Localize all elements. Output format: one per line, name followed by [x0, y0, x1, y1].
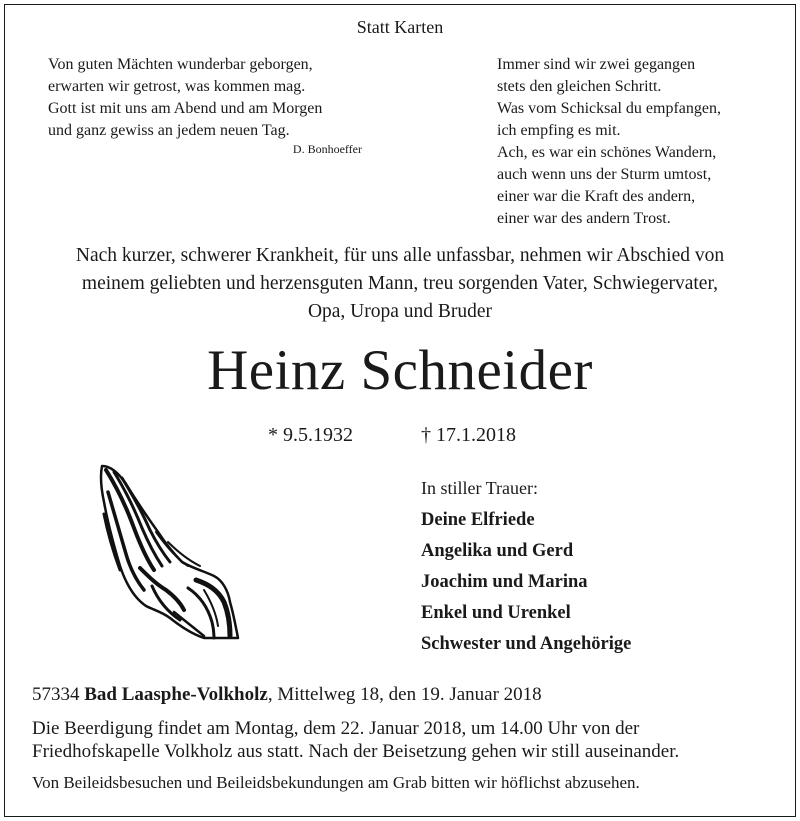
poem-left-line: erwarten wir getrost, was kommen mag. [48, 78, 306, 95]
address-rest: , Mittelweg 18, den 19. Januar 2018 [267, 684, 542, 705]
funeral-info [32, 717, 792, 763]
intro-text [0, 242, 800, 326]
poem-attribution: D. Bonhoeffer [292, 142, 362, 156]
poem-left-line: Gott ist mit uns am Abend und am Morgen [48, 100, 323, 117]
mourner-name: Joachim und Marina [421, 572, 588, 592]
poem-right [497, 54, 777, 230]
poem-right-line: stets den gleichen Schritt. [497, 78, 662, 95]
address-postcode: 57334 [32, 684, 80, 705]
mourners-list [421, 505, 631, 660]
poem-right-line: ich empfing es mit. [497, 122, 621, 139]
death-date: † 17.1.2018 [421, 424, 516, 446]
condolence-note: Von Beileidsbesuchen und Beileidsbekundungen am Grab bitten wir höflichst abzusehen. [32, 773, 640, 792]
address-line [32, 684, 542, 706]
intro-line: Nach kurzer, schwerer Krankheit, für uns alle unfassbar, nehmen wir Abschied von [75, 245, 725, 266]
poem-left-line: Von guten Mächten wunderbar geborgen, [48, 56, 313, 73]
poem-left-line: und ganz gewiss an jedem neuen Tag. [48, 122, 290, 139]
poem-right-line: einer war die Kraft des andern, [497, 188, 696, 205]
deceased-name: Heinz Schneider [207, 339, 593, 402]
praying-hands-icon [96, 462, 246, 642]
poem-left [48, 54, 388, 142]
header-statt-karten: Statt Karten [356, 17, 444, 37]
funeral-line: Die Beerdigung findet am Montag, dem 22. Januar 2018, um 14.00 Uhr von der [32, 718, 640, 739]
mourner-name: Deine Elfriede [421, 510, 535, 530]
mourning-label: In stiller Trauer: [421, 478, 538, 498]
intro-line: Opa, Uropa und Bruder [307, 301, 493, 322]
poem-right-line: auch wenn uns der Sturm umtost, [497, 166, 712, 183]
intro-line: meinem geliebten und herzensguten Mann, treu sorgenden Vater, Schwiegervater, [81, 273, 719, 294]
birth-date: * 9.5.1932 [268, 424, 353, 446]
poem-right-line: einer war des andern Trost. [497, 210, 671, 227]
poem-right-line: Immer sind wir zwei gegangen [497, 56, 696, 73]
mourner-name: Angelika und Gerd [421, 541, 574, 561]
address-place: Bad Laasphe-Volkholz [84, 684, 268, 705]
mourner-name: Enkel und Urenkel [421, 603, 571, 623]
poem-right-line: Ach, es war ein schönes Wandern, [497, 144, 717, 161]
funeral-line: Friedhofskapelle Volkholz aus statt. Nach der Beisetzung gehen wir still auseinander. [32, 741, 680, 762]
poem-right-line: Was vom Schicksal du empfangen, [497, 100, 721, 117]
mourner-name: Schwester und Angehörige [421, 634, 632, 654]
